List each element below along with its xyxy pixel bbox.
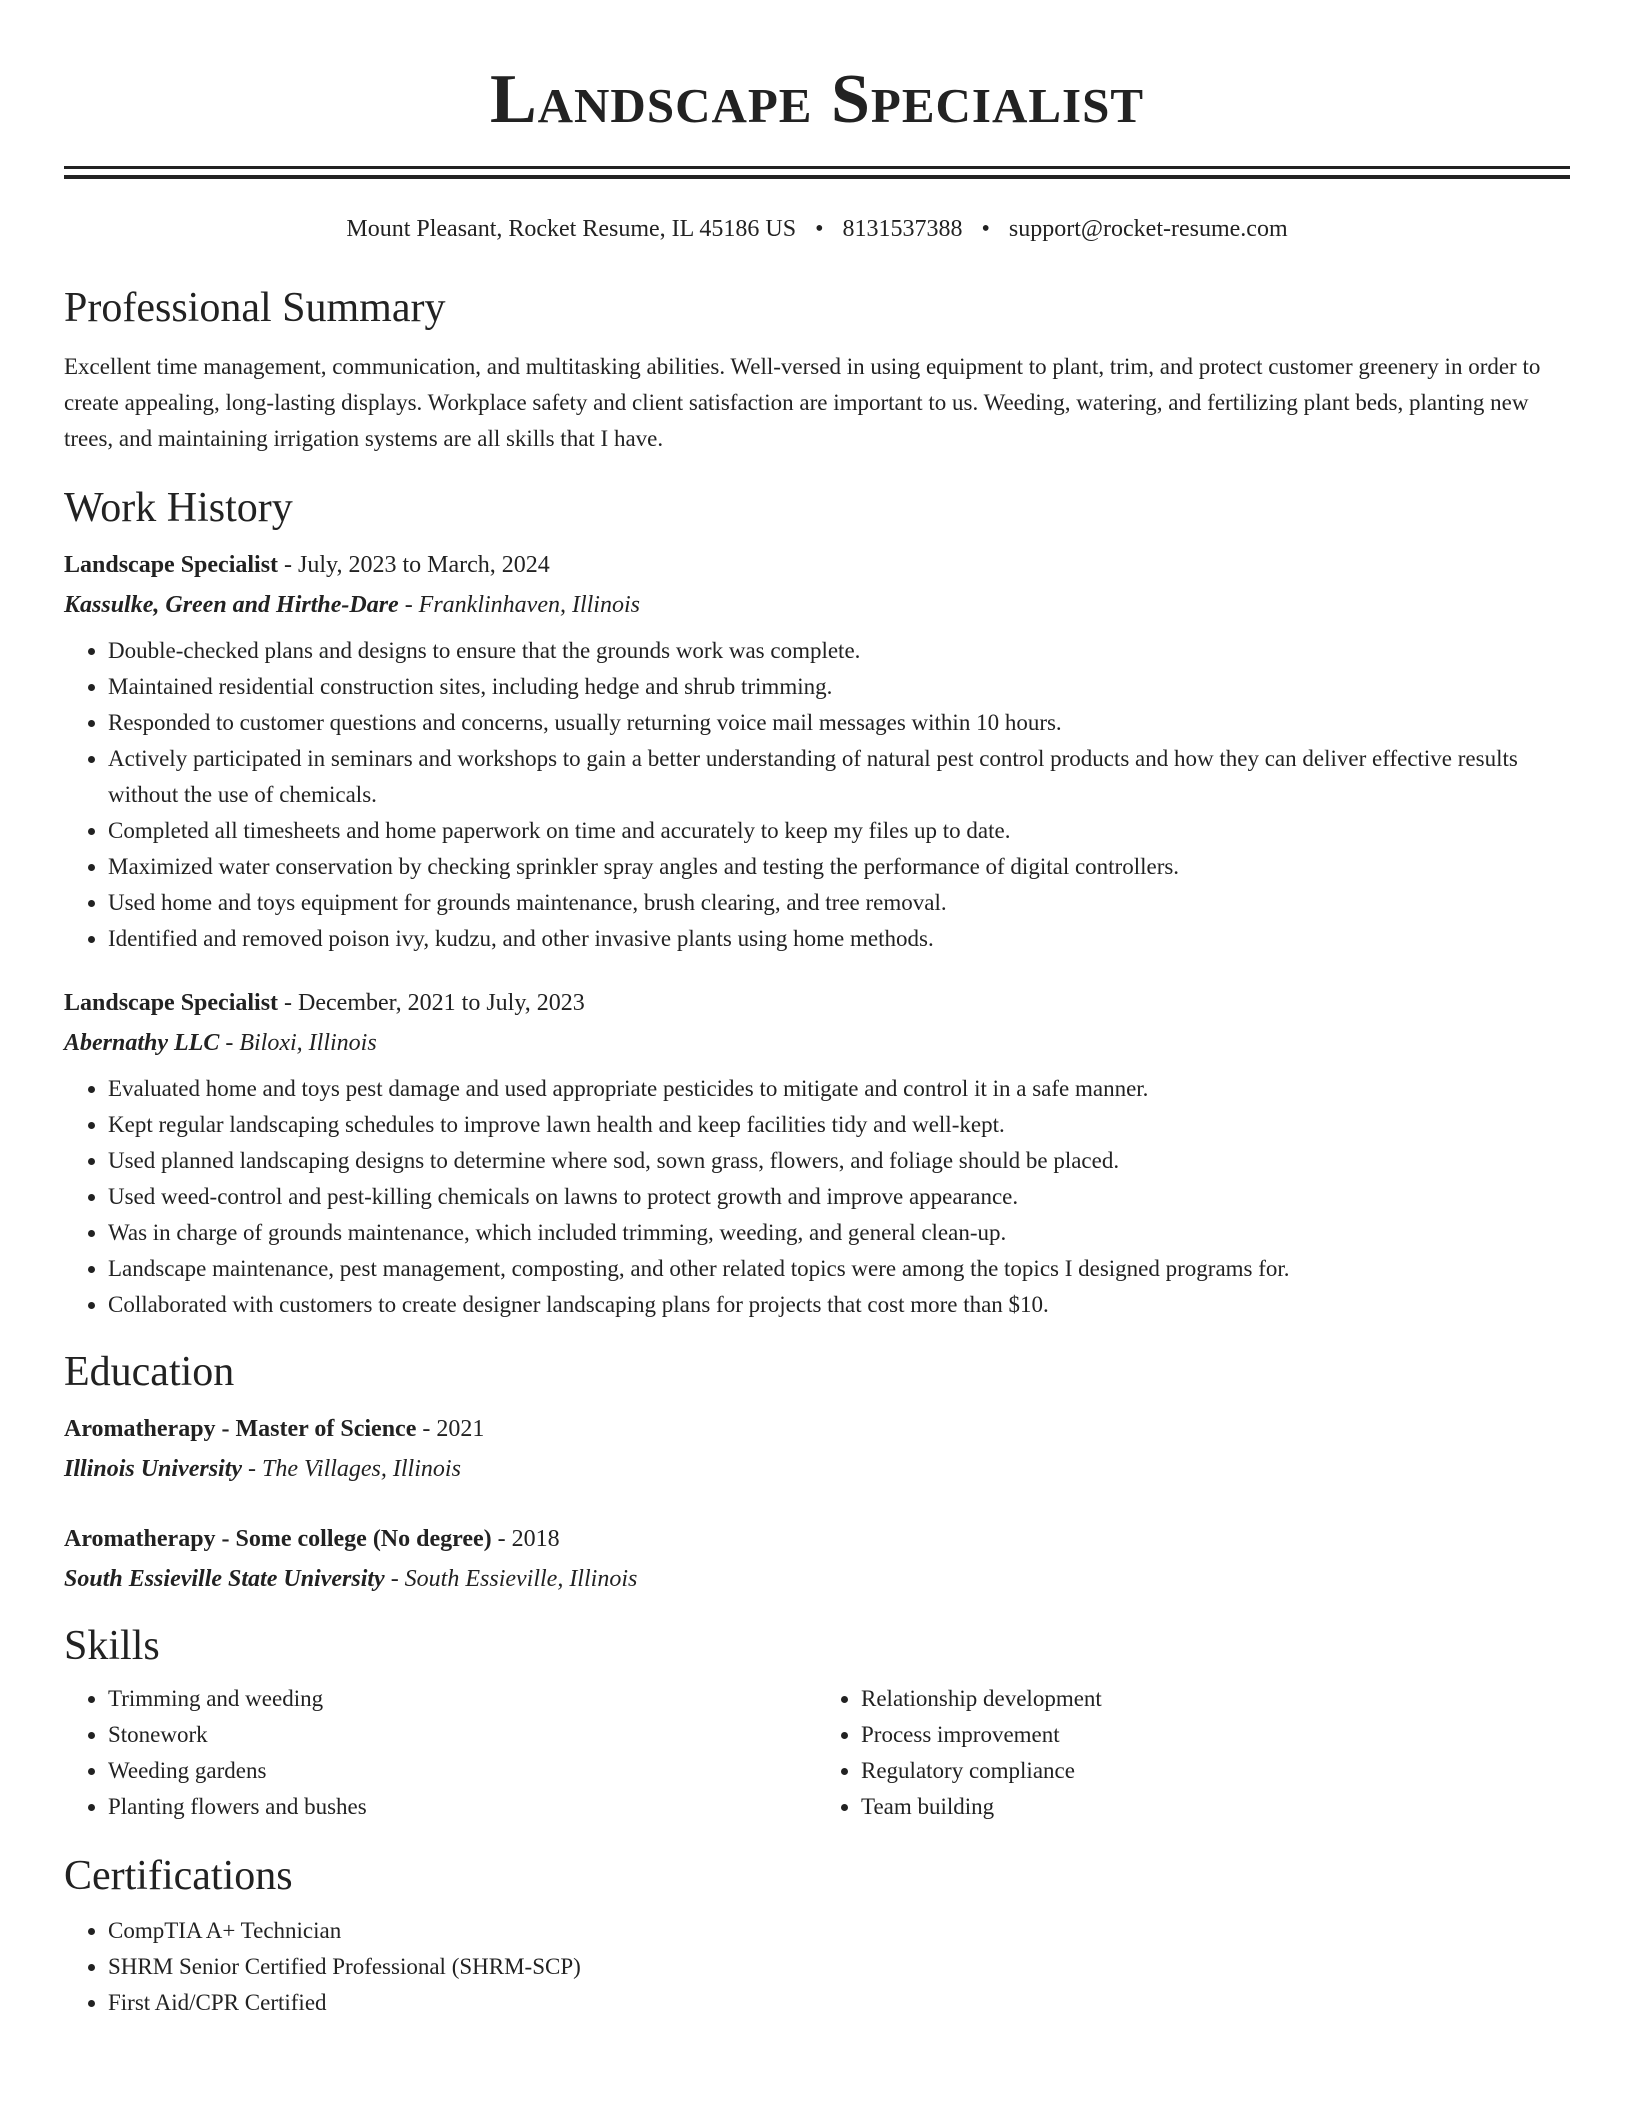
list-item: • Double-checked plans and designs to ensure that the grounds work was complete. [108,633,1570,669]
job-company: Abernathy LLC [64,1030,220,1056]
contact-phone: 8131537388 [842,216,963,242]
education-degree-line [64,1519,1570,1559]
job-company: Kassulke, Green and Hirthe-Dare [64,592,399,618]
job-bullets [64,1071,1570,1323]
job-dates: - December, 2021 to July, 2023 [278,990,585,1016]
job-location: - Biloxi, Illinois [219,1030,377,1056]
list-item: • Relationship development [861,1681,1570,1717]
job-title: Landscape Specialist [64,990,279,1016]
skills-columns [64,1681,1570,1825]
list-item: • CompTIA A+ Technician [108,1913,1570,1949]
education-degree-line [64,1409,1570,1449]
summary-heading: Professional Summary [64,285,446,331]
list-item: • Process improvement [861,1717,1570,1753]
skills-list-left [64,1681,817,1825]
education-school-line [64,1559,1570,1599]
list-item: • Landscape maintenance, pest management, composting, and other related topics were among the topics I designed programs for. [108,1251,1570,1287]
list-item: • Was in charge of grounds maintenance, which included trimming, weeding, and general clean-up. [108,1215,1570,1251]
contact-email: support@rocket-resume.com [1008,216,1288,242]
education-heading: Education [64,1349,235,1395]
list-item: • SHRM Senior Certified Professional (SHRM-SCP) [108,1949,1570,1985]
summary-text: Excellent time management, communication, and multitasking abilities. Well-versed in using equipment to plant, trim, and protect customer greenery in order to create appealing, long-lasting displays. Workplace safety and client satisfaction are important to us. Weeding, watering, and fertilizing plant beds, planting new trees, and maintaining irrigation systems are all skills that I have. [64,354,1541,451]
work-history-heading: Work History [64,485,293,531]
skills-list-right [817,1681,1570,1825]
education-entry [64,1519,1570,1599]
education-school-line [64,1449,1570,1489]
list-item: • Identified and removed poison ivy, kudzu, and other invasive plants using home methods. [108,921,1570,957]
job-entry [64,545,1570,957]
list-item: • Kept regular landscaping schedules to improve lawn health and keep facilities tidy and well-kept. [108,1107,1570,1143]
contact-separator: • [815,216,824,242]
education-degree: Aromatherapy - Some college (No degree) [64,1526,492,1552]
header-rule-thin [64,175,1570,179]
list-item: • Planting flowers and bushes [108,1789,817,1825]
list-item: • Evaluated home and toys pest damage and used appropriate pesticides to mitigate and control it in a safe manner. [108,1071,1570,1107]
education-year: - 2018 [491,1526,560,1552]
list-item: • Used weed-control and pest-killing chemicals on lawns to protect growth and improve appearance. [108,1179,1570,1215]
certifications-heading: Certifications [64,1853,293,1899]
list-item: • Trimming and weeding [108,1681,817,1717]
certifications-list [64,1913,1570,2021]
list-item: • Used planned landscaping designs to determine where sod, sown grass, flowers, and foliage should be placed. [108,1143,1570,1179]
list-item: • Collaborated with customers to create designer landscaping plans for projects that cost more than $10. [108,1287,1570,1323]
education-location: - The Villages, Illinois [242,1456,461,1482]
list-item: • Regulatory compliance [861,1753,1570,1789]
contact-separator: • [981,216,990,242]
list-item: • Maximized water conservation by checking sprinkler spray angles and testing the performance of digital controllers. [108,849,1570,885]
job-title-line [64,545,1570,585]
list-item: • Maintained residential construction sites, including hedge and shrub trimming. [108,669,1570,705]
skills-heading: Skills [64,1623,160,1669]
education-year: - 2021 [416,1416,485,1442]
list-item: • Team building [861,1789,1570,1825]
education-school: South Essieville State University [64,1566,385,1592]
list-item: • Responded to customer questions and concerns, usually returning voice mail messages within 10 hours. [108,705,1570,741]
resume-page [64,0,1570,2021]
contact-line [64,213,1570,245]
list-item: • Stonework [108,1717,817,1753]
job-title: Landscape Specialist [64,552,279,578]
list-item: • Weeding gardens [108,1753,817,1789]
job-location: - Franklinhaven, Illinois [398,592,640,618]
contact-address: Mount Pleasant, Rocket Resume, IL 45186 US [346,216,797,242]
list-item: • Actively participated in seminars and workshops to gain a better understanding of natural pest control products and how they can deliver effective results without the use of chemicals. [108,741,1570,813]
list-item: • First Aid/CPR Certified [108,1985,1570,2021]
job-title-line [64,983,1570,1023]
education-entry [64,1409,1570,1489]
education-location: - South Essieville, Illinois [384,1566,638,1592]
job-company-line [64,585,1570,625]
education-school: Illinois University [64,1456,243,1482]
job-company-line [64,1023,1570,1063]
header-rule-thick [64,166,1570,169]
education-degree: Aromatherapy - Master of Science [64,1416,417,1442]
job-entry [64,983,1570,1323]
list-item: • Used home and toys equipment for grounds maintenance, brush clearing, and tree removal. [108,885,1570,921]
list-item: • Completed all timesheets and home paperwork on time and accurately to keep my files up to date. [108,813,1570,849]
job-bullets [64,633,1570,957]
candidate-name: Landscape Specialist [489,61,1145,138]
job-dates: - July, 2023 to March, 2024 [278,552,550,578]
